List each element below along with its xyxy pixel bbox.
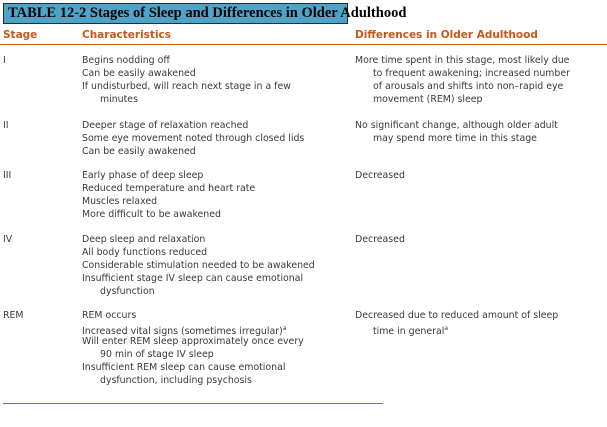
characteristic-line: Begins nodding off bbox=[82, 55, 170, 66]
characteristic-line: Will enter REM sleep approximately once every bbox=[82, 336, 304, 347]
header-characteristics: Characteristics bbox=[82, 29, 172, 41]
difference-line: Decreased bbox=[355, 234, 405, 245]
characteristic-line: dysfunction, including psychosis bbox=[100, 375, 252, 386]
difference-line: Decreased due to reduced amount of sleep bbox=[355, 310, 559, 321]
header-differences: Differences in Older Adulthood bbox=[355, 29, 538, 41]
characteristic-line: Insufficient stage IV sleep can cause emotional bbox=[82, 273, 304, 284]
characteristic-line: minutes bbox=[100, 94, 138, 105]
difference-line: movement (REM) sleep bbox=[373, 94, 483, 105]
row-stage-label: III bbox=[3, 170, 12, 181]
characteristic-line: Increased vital signs (sometimes irregular)$^a$ bbox=[82, 325, 287, 338]
difference-line: to frequent awakening; increased number bbox=[373, 68, 570, 79]
characteristic-line: dysfunction bbox=[100, 286, 155, 297]
characteristic-line: Some eye movement noted through closed lids bbox=[82, 133, 305, 144]
header-rule bbox=[0, 44, 607, 45]
header-stage: Stage bbox=[3, 29, 38, 41]
characteristic-line: Early phase of deep sleep bbox=[82, 170, 204, 181]
characteristic-line: Considerable stimulation needed to be awakened bbox=[82, 260, 315, 271]
row-stage-label: REM bbox=[3, 310, 24, 321]
table-title: TABLE 12-2 Stages of Sleep and Differences in Older Adulthood bbox=[3, 3, 348, 24]
difference-line: Decreased bbox=[355, 170, 405, 181]
difference-line: More time spent in this stage, most likely due bbox=[355, 55, 570, 66]
characteristic-line: Insufficient REM sleep can cause emotional bbox=[82, 362, 286, 373]
footnote-marker: a bbox=[444, 325, 449, 332]
characteristic-line: If undisturbed, will reach next stage in a few bbox=[82, 81, 291, 92]
characteristic-line: Reduced temperature and heart rate bbox=[82, 183, 256, 194]
characteristic-line: All body functions reduced bbox=[82, 247, 208, 258]
footnote-marker: a bbox=[282, 325, 287, 332]
row-stage-label: IV bbox=[3, 234, 13, 245]
difference-line: No significant change, although older adult bbox=[355, 120, 558, 131]
row-stage-label: I bbox=[3, 55, 6, 66]
characteristic-line: Can be easily awakened bbox=[82, 68, 196, 79]
difference-line: time in general$^a$ bbox=[373, 325, 449, 338]
difference-line: of arousals and shifts into non–rapid eye bbox=[373, 81, 564, 92]
row-stage-label: II bbox=[3, 120, 9, 131]
characteristic-line: Can be easily awakened bbox=[82, 146, 196, 157]
characteristic-line: Deep sleep and relaxation bbox=[82, 234, 206, 245]
characteristic-line: More difficult to be awakened bbox=[82, 209, 221, 220]
footnote-rule bbox=[3, 403, 383, 404]
characteristic-line: Deeper stage of relaxation reached bbox=[82, 120, 249, 131]
characteristic-line: Muscles relaxed bbox=[82, 196, 158, 207]
characteristic-line: REM occurs bbox=[82, 310, 137, 321]
characteristic-line: 90 min of stage IV sleep bbox=[100, 349, 214, 360]
difference-line: may spend more time in this stage bbox=[373, 133, 537, 144]
